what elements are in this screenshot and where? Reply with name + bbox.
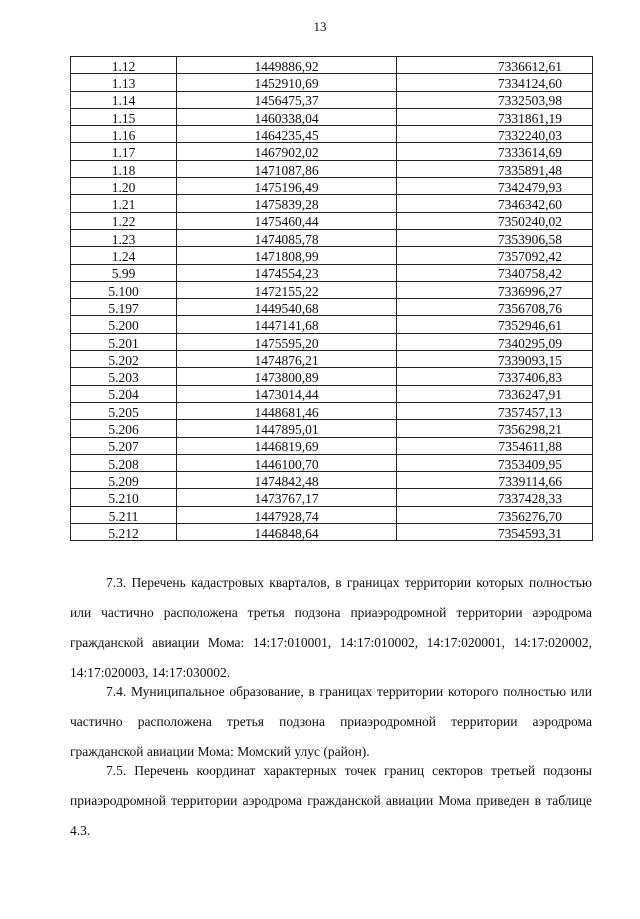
y-coordinate-cell: 7334124,60 <box>397 74 593 91</box>
x-coordinate-cell: 1449540,68 <box>177 299 397 316</box>
point-number-cell: 1.18 <box>71 160 177 177</box>
point-number-cell: 1.16 <box>71 126 177 143</box>
point-number-cell: 5.204 <box>71 385 177 402</box>
y-coordinate-cell: 7340758,42 <box>397 264 593 281</box>
x-coordinate-cell: 1472155,22 <box>177 281 397 298</box>
y-coordinate-cell: 7352946,61 <box>397 316 593 333</box>
table-row <box>71 57 593 74</box>
table-row <box>71 264 593 281</box>
point-number-cell: 1.17 <box>71 143 177 160</box>
x-coordinate-cell: 1447141,68 <box>177 316 397 333</box>
point-number-cell: 5.210 <box>71 489 177 506</box>
x-coordinate-cell: 1474842,48 <box>177 472 397 489</box>
paragraph-7-3 <box>70 568 592 688</box>
point-number-cell: 1.23 <box>71 229 177 246</box>
x-coordinate-cell: 1473767,17 <box>177 489 397 506</box>
x-coordinate-cell: 1475460,44 <box>177 212 397 229</box>
point-number-cell: 5.209 <box>71 472 177 489</box>
y-coordinate-cell: 7336996,27 <box>397 281 593 298</box>
paragraph-7-5 <box>70 756 592 846</box>
x-coordinate-cell: 1471087,86 <box>177 160 397 177</box>
point-number-cell: 1.14 <box>71 91 177 108</box>
x-coordinate-cell: 1473014,44 <box>177 385 397 402</box>
table-row <box>71 178 593 195</box>
table-row <box>71 454 593 471</box>
table-row <box>71 489 593 506</box>
coordinates-table <box>70 56 593 541</box>
x-coordinate-cell: 1456475,37 <box>177 91 397 108</box>
table-row <box>71 91 593 108</box>
x-coordinate-cell: 1474554,23 <box>177 264 397 281</box>
point-number-cell: 5.203 <box>71 368 177 385</box>
point-number-cell: 1.13 <box>71 74 177 91</box>
x-coordinate-cell: 1460338,04 <box>177 108 397 125</box>
table-row <box>71 160 593 177</box>
paragraph-7-3-text: 7.3. Перечень кадастровых кварталов, в границах территории которых полностью или частично расположена третья подзона приаэродромной территории аэродрома гражданской авиации Мома: 14:17:010001, 14:17:010002, 14:17:020001, 14:17:020002, 14:17:020003, 14:17:030002. <box>70 575 592 680</box>
table-row <box>71 195 593 212</box>
y-coordinate-cell: 7356708,76 <box>397 299 593 316</box>
x-coordinate-cell: 1467902,02 <box>177 143 397 160</box>
y-coordinate-cell: 7335891,48 <box>397 160 593 177</box>
point-number-cell: 5.99 <box>71 264 177 281</box>
x-coordinate-cell: 1475839,28 <box>177 195 397 212</box>
point-number-cell: 1.24 <box>71 247 177 264</box>
y-coordinate-cell: 7357457,13 <box>397 402 593 419</box>
point-number-cell: 5.207 <box>71 437 177 454</box>
x-coordinate-cell: 1449886,92 <box>177 57 397 74</box>
y-coordinate-cell: 7336247,91 <box>397 385 593 402</box>
table-row <box>71 437 593 454</box>
y-coordinate-cell: 7354611,88 <box>397 437 593 454</box>
paragraph-7-5-text: 7.5. Перечень координат характерных точек границ секторов третьей подзоны приаэродромной территории аэродрома гражданской авиации Мома приведен в таблице 4.3. <box>70 763 592 838</box>
y-coordinate-cell: 7356298,21 <box>397 420 593 437</box>
table-row <box>71 524 593 541</box>
table-row <box>71 126 593 143</box>
table-row <box>71 472 593 489</box>
table-row <box>71 316 593 333</box>
page-number: 13 <box>313 19 327 34</box>
y-coordinate-cell: 7331861,19 <box>397 108 593 125</box>
x-coordinate-cell: 1474876,21 <box>177 351 397 368</box>
point-number-cell: 1.15 <box>71 108 177 125</box>
y-coordinate-cell: 7342479,93 <box>397 178 593 195</box>
point-number-cell: 5.100 <box>71 281 177 298</box>
y-coordinate-cell: 7354593,31 <box>397 524 593 541</box>
y-coordinate-cell: 7332503,98 <box>397 91 593 108</box>
point-number-cell: 5.200 <box>71 316 177 333</box>
x-coordinate-cell: 1447928,74 <box>177 506 397 523</box>
table-row <box>71 506 593 523</box>
x-coordinate-cell: 1446100,70 <box>177 454 397 471</box>
x-coordinate-cell: 1446848,64 <box>177 524 397 541</box>
x-coordinate-cell: 1473800,89 <box>177 368 397 385</box>
x-coordinate-cell: 1446819,69 <box>177 437 397 454</box>
x-coordinate-cell: 1474085,78 <box>177 229 397 246</box>
x-coordinate-cell: 1448681,46 <box>177 402 397 419</box>
point-number-cell: 5.201 <box>71 333 177 350</box>
table-row <box>71 402 593 419</box>
point-number-cell: 5.212 <box>71 524 177 541</box>
table-row <box>71 229 593 246</box>
paragraph-7-4 <box>70 677 592 767</box>
point-number-cell: 1.21 <box>71 195 177 212</box>
point-number-cell: 1.20 <box>71 178 177 195</box>
point-number-cell: 1.12 <box>71 57 177 74</box>
table-row <box>71 247 593 264</box>
y-coordinate-cell: 7339093,15 <box>397 351 593 368</box>
x-coordinate-cell: 1452910,69 <box>177 74 397 91</box>
table-row <box>71 385 593 402</box>
table-row <box>71 212 593 229</box>
x-coordinate-cell: 1475595,20 <box>177 333 397 350</box>
point-number-cell: 1.22 <box>71 212 177 229</box>
y-coordinate-cell: 7333614,69 <box>397 143 593 160</box>
point-number-cell: 5.205 <box>71 402 177 419</box>
table-row <box>71 281 593 298</box>
table-row <box>71 74 593 91</box>
point-number-cell: 5.208 <box>71 454 177 471</box>
y-coordinate-cell: 7340295,09 <box>397 333 593 350</box>
x-coordinate-cell: 1475196,49 <box>177 178 397 195</box>
y-coordinate-cell: 7356276,70 <box>397 506 593 523</box>
y-coordinate-cell: 7337428,33 <box>397 489 593 506</box>
table-row <box>71 351 593 368</box>
y-coordinate-cell: 7336612,61 <box>397 57 593 74</box>
point-number-cell: 5.197 <box>71 299 177 316</box>
y-coordinate-cell: 7353906,58 <box>397 229 593 246</box>
table-row <box>71 368 593 385</box>
table-row <box>71 333 593 350</box>
y-coordinate-cell: 7346342,60 <box>397 195 593 212</box>
table-row <box>71 299 593 316</box>
y-coordinate-cell: 7357092,42 <box>397 247 593 264</box>
table-row <box>71 108 593 125</box>
x-coordinate-cell: 1464235,45 <box>177 126 397 143</box>
point-number-cell: 5.202 <box>71 351 177 368</box>
y-coordinate-cell: 7350240,02 <box>397 212 593 229</box>
y-coordinate-cell: 7337406,83 <box>397 368 593 385</box>
point-number-cell: 5.206 <box>71 420 177 437</box>
table-row <box>71 143 593 160</box>
x-coordinate-cell: 1447895,01 <box>177 420 397 437</box>
point-number-cell: 5.211 <box>71 506 177 523</box>
coordinates-table-body <box>71 57 593 541</box>
x-coordinate-cell: 1471808,99 <box>177 247 397 264</box>
y-coordinate-cell: 7353409,95 <box>397 454 593 471</box>
table-row <box>71 420 593 437</box>
y-coordinate-cell: 7339114,66 <box>397 472 593 489</box>
y-coordinate-cell: 7332240,03 <box>397 126 593 143</box>
paragraph-7-4-text: 7.4. Муниципальное образование, в границах территории которого полностью или частично расположена третья подзона приаэродромной территории аэродрома гражданской авиации Мома: Момский улус (район). <box>70 684 592 759</box>
